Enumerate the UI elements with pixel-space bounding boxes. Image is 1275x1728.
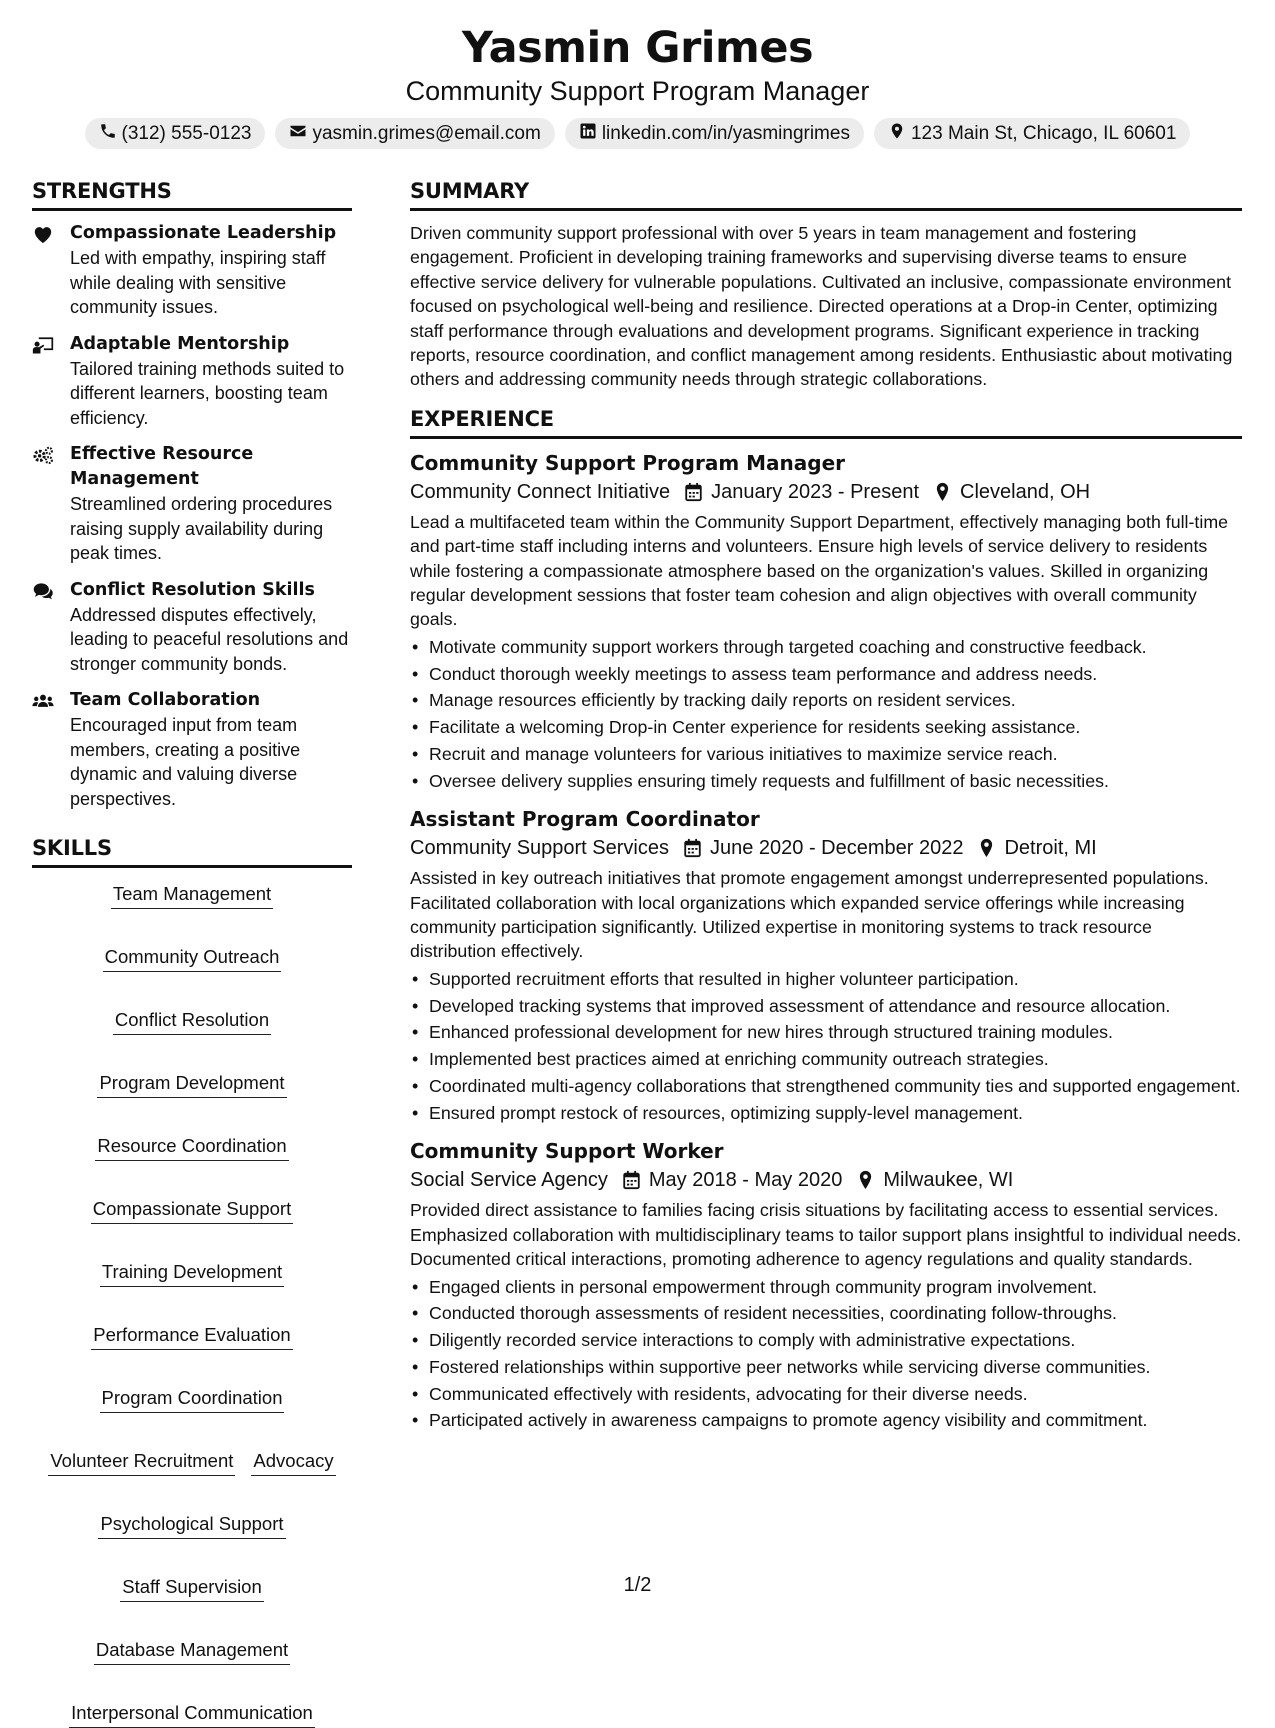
skill-tag: Training Development xyxy=(100,1260,284,1287)
cogs-icon xyxy=(32,442,70,566)
strength-title: Effective Resource Management xyxy=(70,444,254,489)
skill-tag: Community Outreach xyxy=(103,945,282,972)
envelope-icon xyxy=(289,122,307,146)
bullet-item: • Developed tracking systems that improved assessment of attendance and resource allocation. xyxy=(410,994,1242,1018)
map-marker-icon xyxy=(933,482,952,502)
bullet-item: • Oversee delivery supplies ensuring timely requests and fulfillment of basic necessities. xyxy=(410,769,1242,793)
strength-title: Conflict Resolution Skills xyxy=(70,579,315,600)
bullet-item: • Ensured prompt restock of resources, optimizing supply-level management. xyxy=(410,1101,1242,1125)
map-marker-icon xyxy=(977,838,996,858)
skill-tag: Performance Evaluation xyxy=(91,1323,292,1350)
skill-tag: Program Coordination xyxy=(100,1386,285,1413)
linkedin-chip[interactable] xyxy=(565,118,864,149)
summary-text: Driven community support professional with over 5 years in team management and fostering engagement. Proficient in developing training frameworks and supervising diverse teams to ensure effective service delivery for vulnerable populations. Cultivated an inclusive, compassionate environment focused on psychological well-being and resilience. Directed operations at a Drop-in Center, optimizing staff performance through evaluations and development programs. Significant experience in tracking reports, resource coordination, and conflict management among residents. Enthusiastic about motivating others and addressing community needs through strategic collaborations. xyxy=(410,223,1233,390)
bullet-item: • Coordinated multi-agency collaborations that strengthened community ties and supported engagement. xyxy=(410,1074,1242,1098)
job-meta xyxy=(410,833,1242,863)
summary-heading: SUMMARY xyxy=(410,176,1242,211)
map-marker-icon xyxy=(856,1170,875,1190)
job-bullets xyxy=(410,967,1242,1125)
strength-desc: Streamlined ordering procedures raising supply availability during peak times. xyxy=(70,494,333,563)
contact-bar xyxy=(0,118,1275,149)
skill-tag: Advocacy xyxy=(251,1449,335,1476)
skill-tag: Database Management xyxy=(94,1638,290,1665)
bullet-item: • Implemented best practices aimed at enriching community outreach strategies. xyxy=(410,1047,1242,1071)
bullet-item: • Enhanced professional development for new hires through structured training modules. xyxy=(410,1020,1242,1044)
bullet-item: • Engaged clients in personal empowerment through community program involvement. xyxy=(410,1275,1242,1299)
job-entry xyxy=(410,449,1242,793)
skill-tag: Resource Coordination xyxy=(95,1134,288,1161)
skill-tag: Compassionate Support xyxy=(91,1197,293,1224)
strength-desc: Tailored training methods suited to different learners, boosting team efficiency. xyxy=(70,358,345,428)
skill-tag: Team Management xyxy=(111,882,273,909)
linkedin-text: linkedin.com/in/yasmingrimes xyxy=(601,122,850,144)
job-title: Community Support Worker xyxy=(410,1139,724,1164)
resume-header xyxy=(0,0,1275,149)
bullet-item: • Fostered relationships within supportive peer networks while servicing diverse communities. xyxy=(410,1355,1242,1379)
bullet-item: • Conduct thorough weekly meetings to assess team performance and address needs. xyxy=(410,662,1242,686)
job-dates: January 2023 - Present xyxy=(711,480,920,503)
users-icon xyxy=(32,688,70,811)
job-meta xyxy=(410,477,1242,507)
bullet-item: • Recruit and manage volunteers for various initiatives to maximize service reach. xyxy=(410,742,1242,766)
skill-tag: Psychological Support xyxy=(98,1512,285,1539)
job-bullets xyxy=(410,1275,1242,1433)
email-text: yasmin.grimes@email.com xyxy=(312,122,541,144)
address-chip xyxy=(874,118,1190,149)
strength-title: Team Collaboration xyxy=(70,690,261,710)
strength-item xyxy=(32,688,352,811)
job-entry xyxy=(410,1137,1242,1433)
phone-icon xyxy=(99,122,117,146)
skill-tag: Program Development xyxy=(97,1071,286,1098)
candidate-name: Yasmin Grimes xyxy=(461,23,814,73)
strength-item xyxy=(32,578,352,677)
bullet-item: • Diligently recorded service interactions to comply with administrative expectations. xyxy=(410,1328,1242,1352)
job-description: Assisted in key outreach initiatives that promote engagement amongst underrepresented populations. Facilitated collaboration with local organizations which expanded service offerings while increasing community participation significantly. Utilized expertise in monitoring systems to track resource distribution effectively. xyxy=(410,868,1209,962)
skills-list xyxy=(32,878,352,1728)
left-column xyxy=(32,176,352,1728)
skill-tag: Conflict Resolution xyxy=(113,1008,271,1035)
job-bullets xyxy=(410,635,1242,793)
job-dates: June 2020 - December 2022 xyxy=(709,837,964,860)
job-title: Assistant Program Coordinator xyxy=(410,807,760,832)
job-meta xyxy=(410,1165,1242,1195)
strength-title: Compassionate Leadership xyxy=(70,223,337,243)
skill-tag: Volunteer Recruitment xyxy=(48,1449,235,1476)
strength-item xyxy=(32,221,352,320)
heart-icon xyxy=(32,221,70,320)
job-location: Cleveland, OH xyxy=(960,480,1091,503)
job-dates: May 2018 - May 2020 xyxy=(648,1169,843,1192)
bullet-item: • Conducted thorough assessments of resident necessities, coordinating follow-throughs. xyxy=(410,1301,1242,1325)
job-location: Detroit, MI xyxy=(1004,837,1097,860)
linkedin-icon xyxy=(579,122,597,146)
strengths-heading: STRENGTHS xyxy=(32,176,352,211)
address-text: 123 Main St, Chicago, IL 60601 xyxy=(910,122,1177,144)
skill-tag: Interpersonal Communication xyxy=(69,1701,315,1728)
chalkboard-teacher-icon xyxy=(32,332,70,431)
job-title: Community Support Program Manager xyxy=(410,450,846,475)
map-marker-icon xyxy=(888,122,906,146)
right-column xyxy=(410,176,1242,1445)
experience-heading: EXPERIENCE xyxy=(410,404,1242,439)
bullet-item: • Manage resources efficiently by tracking daily reports on resident services. xyxy=(410,688,1242,712)
strength-desc: Addressed disputes effectively, leading to peaceful resolutions and stronger community bonds. xyxy=(70,604,349,674)
candidate-title: Community Support Program Manager xyxy=(405,76,870,106)
job-entry xyxy=(410,805,1242,1125)
skills-heading: SKILLS xyxy=(32,833,352,868)
job-location: Milwaukee, WI xyxy=(883,1169,1014,1192)
job-company: Community Support Services xyxy=(410,837,669,860)
strength-item xyxy=(32,442,352,566)
bullet-item: • Motivate community support workers through targeted coaching and constructive feedback. xyxy=(410,635,1242,659)
strength-desc: Led with empathy, inspiring staff while dealing with sensitive community issues. xyxy=(70,248,326,317)
job-description: Lead a multifaceted team within the Community Support Department, effectively managing both full-time and part-time staff including interns and volunteers. Ensure high levels of service delivery to residents while fostering a compassionate atmosphere based on the organization's values. Skilled in organizing regular development sessions that foster team cohesion and align objectives with overall community goals. xyxy=(410,511,1229,630)
bullet-item: • Supported recruitment efforts that resulted in higher volunteer participation. xyxy=(410,967,1242,991)
bullet-item: • Communicated effectively with residents, advocating for their diverse needs. xyxy=(410,1382,1242,1406)
job-company: Social Service Agency xyxy=(410,1169,608,1192)
calendar-icon xyxy=(684,482,703,502)
phone-text: (312) 555-0123 xyxy=(121,122,252,144)
strength-item xyxy=(32,332,352,431)
comments-icon xyxy=(32,578,70,677)
bullet-item: • Facilitate a welcoming Drop-in Center experience for residents seeking assistance. xyxy=(410,715,1242,739)
calendar-icon xyxy=(683,838,702,858)
strength-desc: Encouraged input from team members, creating a positive dynamic and valuing diverse perspectives. xyxy=(70,715,301,809)
skill-tag: Staff Supervision xyxy=(120,1575,264,1602)
job-company: Community Connect Initiative xyxy=(410,480,671,503)
calendar-icon xyxy=(622,1170,641,1190)
phone-chip[interactable] xyxy=(85,118,266,149)
bullet-item: • Participated actively in awareness campaigns to promote agency visibility and commitment. xyxy=(410,1408,1242,1432)
strength-title: Adaptable Mentorship xyxy=(70,333,290,354)
page-number: 1/2 xyxy=(623,1574,652,1596)
job-description: Provided direct assistance to families facing crisis situations by facilitating access to essential services. Emphasized collaboration with multidisciplinary teams to tailor support plans insightful to individual needs. Documented critical interactions, promoting adherence to agency regulations and quality standards. xyxy=(410,1200,1242,1270)
email-chip[interactable] xyxy=(275,118,554,149)
